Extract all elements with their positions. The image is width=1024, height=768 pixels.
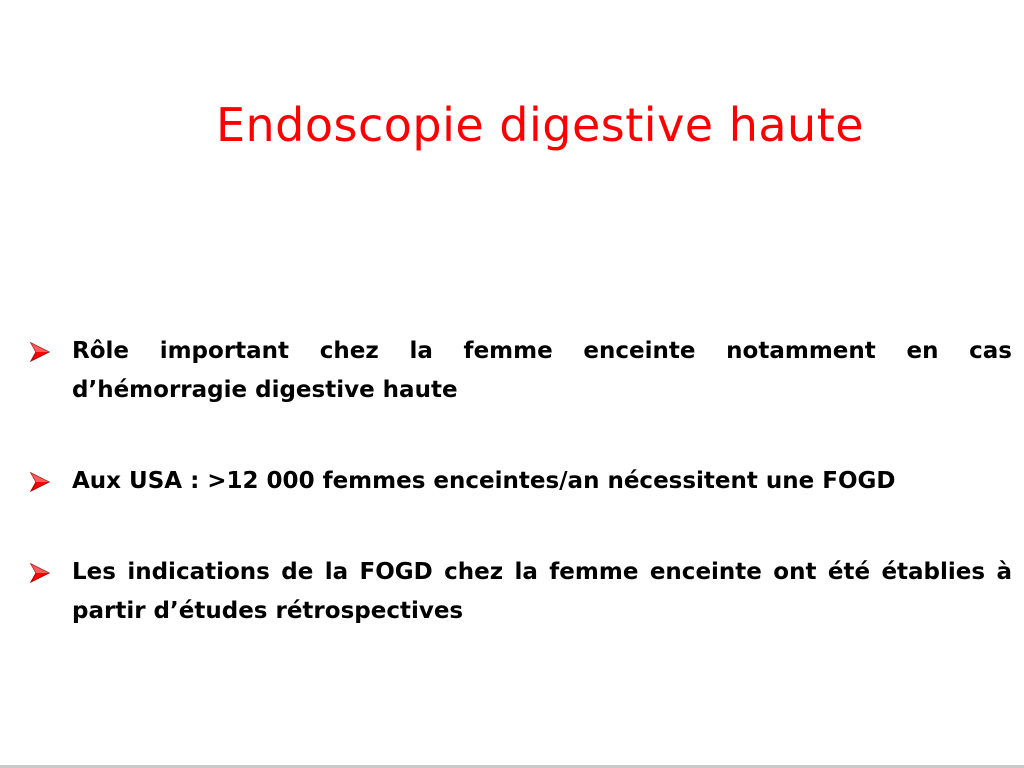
bullet-item	[28, 462, 1012, 501]
arrowhead-bullet-icon	[28, 340, 52, 364]
bullet-text: Rôle important chez la femme enceinte notamment en cas d’hémorragie digestive haute	[72, 338, 1012, 403]
slide-title: Endoscopie digestive haute	[215, 98, 865, 152]
bullet-text: Les indications de la FOGD chez la femme enceinte ont été établies à partir d’études rétrospectives	[72, 559, 1012, 624]
bullet-text: Aux USA : >12 000 femmes enceintes/an nécessitent une FOGD	[72, 468, 896, 494]
bullet-item	[28, 332, 1012, 410]
arrowhead-bullet-icon	[28, 470, 52, 494]
bullet-list	[28, 332, 1012, 683]
bullet-item	[28, 553, 1012, 631]
arrowhead-bullet-icon	[28, 561, 52, 585]
